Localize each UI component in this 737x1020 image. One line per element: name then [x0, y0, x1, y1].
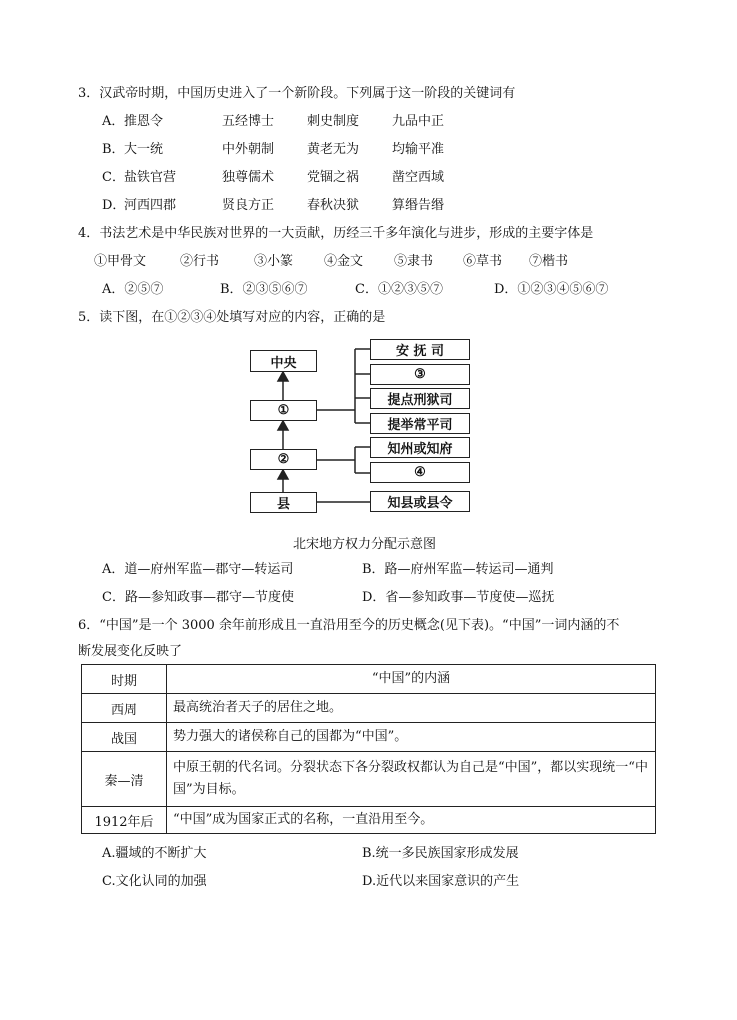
branch-tidianxingyusi: 提点刑狱司	[370, 388, 470, 409]
keyword: 九品中正	[392, 114, 445, 129]
q6-option-d[interactable]: D.近代以来国家意识的产生	[362, 874, 520, 889]
q4-option-d[interactable]: D．①②③④⑤⑥⑦	[494, 282, 609, 297]
cell-meaning: 中原王朝的代名词。分裂状态下各分裂政权都认为自己是“中国”，都以实现统一“中国”为目标。	[167, 752, 656, 807]
q5-option-a[interactable]: A．道—府州军监—郡守—转运司	[102, 562, 294, 577]
keyword: 党锢之祸	[307, 170, 360, 185]
q6-stem-line2: 断发展变化反映了	[78, 644, 183, 659]
script-item: ⑥草书	[463, 254, 503, 269]
keyword: 算缗告缗	[392, 198, 445, 213]
q6-stem-line1: 6．“中国”是一个 3000 余年前形成且一直沿用至今的历史概念(见下表)。“中国”一词内涵的不	[78, 618, 620, 633]
cell-period: 西周	[82, 694, 167, 723]
keyword: 黄老无为	[307, 142, 360, 157]
level1-box: ①	[250, 400, 317, 421]
keyword: 刺史制度	[307, 114, 360, 129]
keyword: 均输平准	[392, 142, 445, 157]
keyword: 推恩令	[124, 114, 164, 129]
table-row	[82, 723, 656, 752]
branch-anfusi: 安 抚 司	[370, 339, 470, 360]
table-header-row	[82, 665, 656, 694]
q6-option-c[interactable]: C.文化认同的加强	[102, 874, 207, 889]
cell-period: 战国	[82, 723, 167, 752]
branch-zhixian: 知县或县令	[370, 491, 470, 512]
cell-meaning: 势力强大的诸侯称自己的国都为“中国”。	[167, 723, 656, 752]
diagram-caption: 北宋地方权力分配示意图	[293, 537, 437, 552]
q4-option-b[interactable]: B．②③⑤⑥⑦	[220, 282, 308, 297]
center-box: 中央	[250, 350, 317, 372]
cell-meaning: “中国”成为国家正式的名称，一直沿用至今。	[167, 807, 656, 834]
cell-meaning: 最高统治者天子的居住之地。	[167, 694, 656, 723]
keyword: 凿空西域	[392, 170, 445, 185]
keyword: 河西四郡	[124, 198, 177, 213]
script-item: ⑦楷书	[529, 254, 569, 269]
q5-option-c[interactable]: C．路—参知政事—郡守—节度使	[102, 590, 294, 605]
header-meaning: “中国”的内涵	[167, 665, 656, 694]
branch-blank-4: ④	[370, 462, 470, 483]
keyword: 贤良方正	[222, 198, 275, 213]
q4-stem: 4．书法艺术是中华民族对世界的一大贡献，历经三千多年演化与进步，形成的主要字体是	[78, 226, 594, 241]
q4-option-a[interactable]: A．②⑤⑦	[102, 282, 164, 297]
table-row	[82, 807, 656, 834]
branch-blank-3: ③	[370, 364, 470, 385]
cell-period: 1912年后	[82, 807, 167, 834]
q6-option-b[interactable]: B.统一多民族国家形成发展	[362, 846, 519, 861]
china-concept-table	[81, 664, 656, 834]
keyword: 中外朝制	[222, 142, 275, 157]
table-row	[82, 752, 656, 807]
branch-zhizhou: 知州或知府	[370, 437, 470, 458]
option-letter: A．	[102, 114, 125, 129]
script-item: ②行书	[180, 254, 220, 269]
level2-box: ②	[250, 449, 317, 470]
script-item: ⑤隶书	[394, 254, 434, 269]
q5-stem: 5．读下图，在①②③④处填写对应的内容，正确的是	[78, 310, 386, 325]
q5-option-d[interactable]: D．省—参知政事—节度使—巡抚	[362, 590, 555, 605]
option-letter: C．	[102, 170, 125, 185]
q6-option-a[interactable]: A.疆域的不断扩大	[102, 846, 207, 861]
header-period: 时期	[82, 665, 167, 694]
script-item: ①甲骨文	[94, 254, 147, 269]
keyword: 盐铁官营	[124, 170, 177, 185]
q3-stem: 3．汉武帝时期，中国历史进入了一个新阶段。下列属于这一阶段的关键词有	[78, 86, 516, 101]
q4-option-c[interactable]: C．①②③⑤⑦	[355, 282, 443, 297]
table-row	[82, 694, 656, 723]
q5-option-b[interactable]: B．路—府州军监—转运司—通判	[362, 562, 554, 577]
branch-tijuchangpingsi: 提举常平司	[370, 413, 470, 434]
option-letter: B．	[102, 142, 125, 157]
cell-period: 秦—清	[82, 752, 167, 807]
keyword: 春秋决狱	[307, 198, 360, 213]
keyword: 五经博士	[222, 114, 275, 129]
keyword: 大一统	[124, 142, 164, 157]
option-letter: D．	[102, 198, 126, 213]
script-item: ④金文	[324, 254, 364, 269]
keyword: 独尊儒术	[222, 170, 275, 185]
script-item: ③小篆	[254, 254, 294, 269]
county-box: 县	[250, 492, 317, 513]
